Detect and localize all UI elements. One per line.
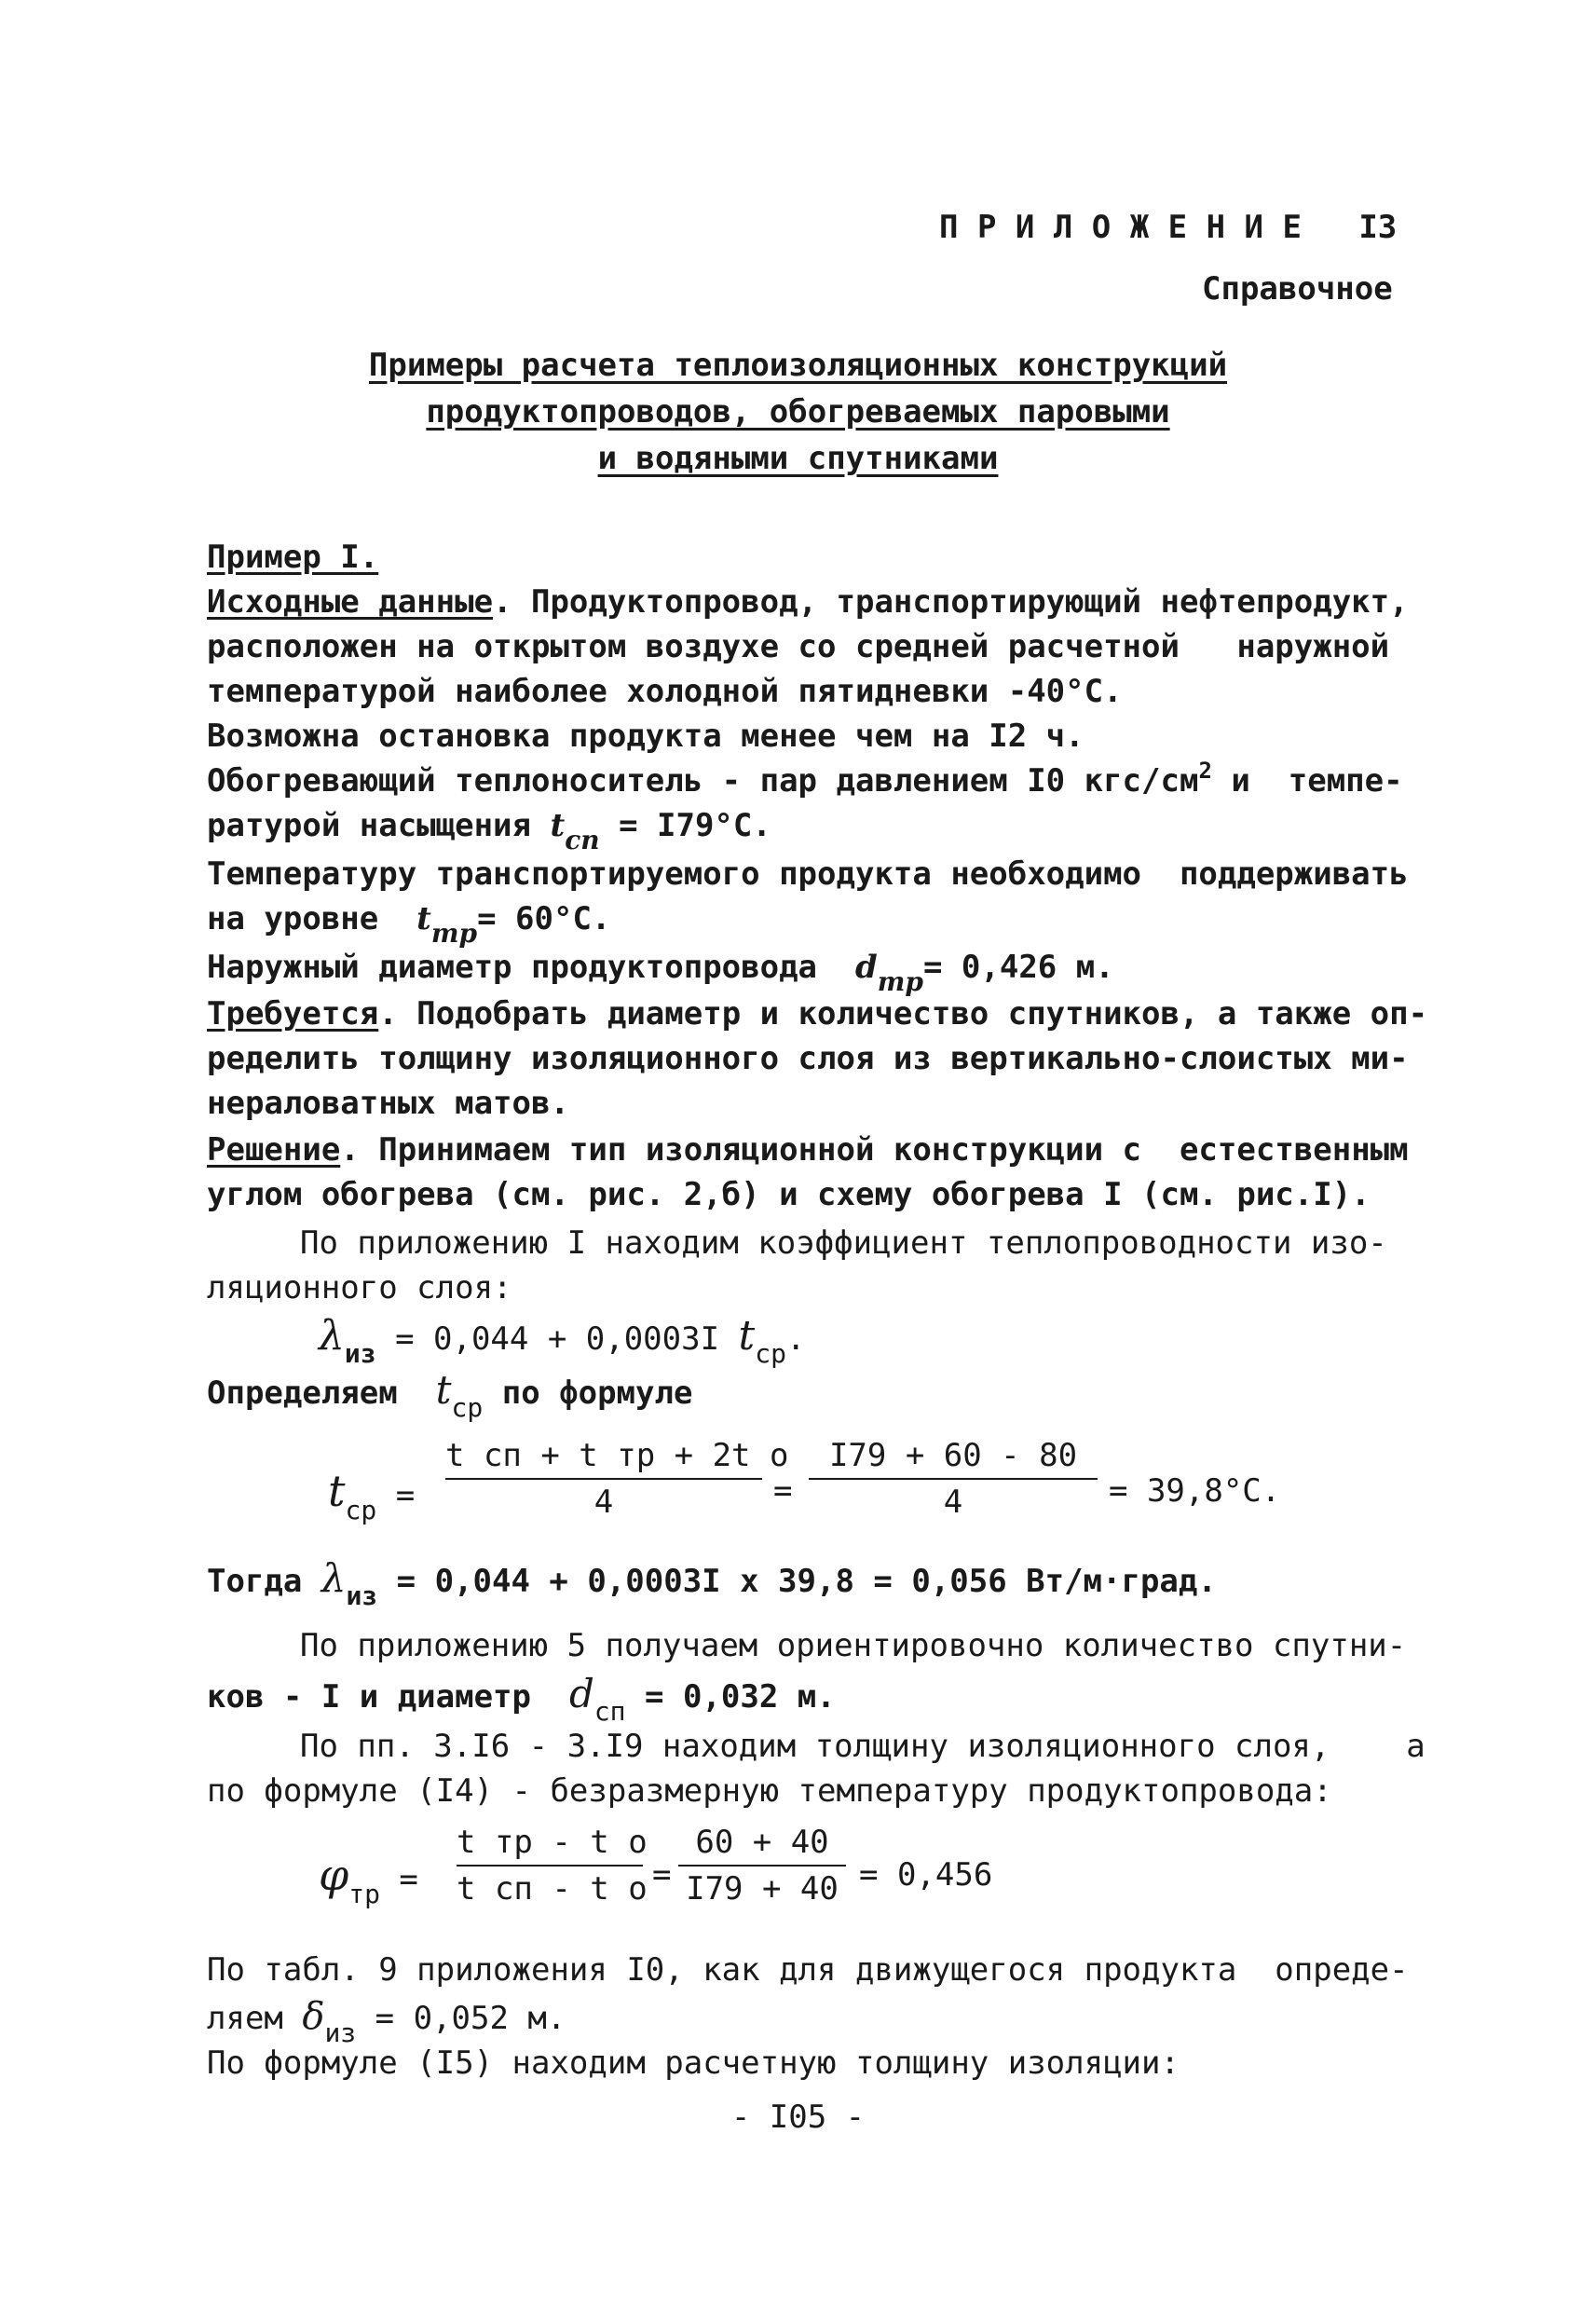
body-line-14: углом обогрева (см. рис. 2,б) и схему обогрева I (см. рис.I). — [207, 1176, 1371, 1213]
title-line-1: Примеры расчета теплоизоляционных конструкций — [368, 347, 1228, 384]
lambda-sub-2: из — [346, 1580, 378, 1611]
body-line-20 — [207, 1555, 1217, 1611]
body-line-5-end: и темпе- — [1211, 762, 1403, 800]
solution-label: Решение — [207, 1131, 341, 1169]
var-t-sr-2: t — [435, 1367, 452, 1413]
eq3-numerator-2: 60 + 40 — [695, 1824, 829, 1861]
eq3-lhs: $\varphi_{тр}$ = — [319, 1850, 418, 1909]
delta-sub: из — [324, 2017, 357, 2048]
eq3-fraction-bar-2 — [678, 1865, 846, 1867]
lambda-symbol-2: λ — [321, 1555, 347, 1601]
body-line-27-end: = 0,052 м. — [356, 2000, 566, 2037]
body-line-22-end: = 0,032 м. — [625, 1678, 836, 1716]
eq3-denominator: t сп - t о — [457, 1870, 648, 1908]
body-line-5-text: Обогревающий теплоноситель - пар давлением I0 кгс/см — [207, 762, 1199, 800]
phi-symbol: φ — [319, 1850, 349, 1900]
body-line-6 — [207, 805, 771, 855]
body-line-6-end: = I79°C. — [599, 807, 771, 844]
var-t-sp: t — [550, 807, 566, 844]
given-text: . Продуктопровод, транспортирующий нефтепродукт, — [493, 583, 1409, 621]
body-line-8 — [207, 898, 611, 949]
var-d-tr: d — [854, 949, 878, 986]
body-line-23: По пп. 3.I6 - 3.I9 находим толщину изоляционного слоя, а — [300, 1728, 1425, 1765]
body-line-11: ределить толщину изоляционного слоя из вертикально-слоистых ми- — [207, 1040, 1409, 1077]
body-line-18-text: Определяем — [207, 1374, 436, 1412]
body-line-24: по формуле (I4) - безразмерную температуру продуктопровода: — [207, 1772, 1332, 1810]
solution-line — [207, 1129, 1409, 1170]
eq2-denominator-2: 4 — [943, 1484, 963, 1521]
body-line-8-text: на уровне — [207, 900, 417, 937]
eq2-fraction-1 — [445, 1435, 789, 1523]
body-line-9-text: Наружный диаметр продуктопровода — [207, 949, 855, 986]
eq3-result: = 0,456 — [859, 1856, 993, 1894]
var-d-tr-sub: тр — [877, 966, 923, 997]
eq2-lhs-var: t — [328, 1466, 346, 1516]
solution-text: . Принимаем тип изоляционной конструкции с естественным — [340, 1131, 1409, 1169]
equation-lambda-body: = 0,044 + 0,0003I — [375, 1320, 739, 1358]
appendix-label: П Р И Л О Ж Е Н И Е I3 — [939, 209, 1398, 246]
eq3-fraction-bar — [457, 1865, 643, 1867]
body-line-4: Возможна остановка продукта менее чем на I2 ч. — [207, 718, 1084, 755]
body-line-8-end: = 60°C. — [477, 900, 611, 937]
body-line-6-text: ратурой насыщения — [207, 807, 551, 844]
eq2-lhs: $t_{ср}$ = — [328, 1466, 416, 1525]
body-line-18-end: по формуле — [483, 1374, 693, 1412]
var-t-tr: t — [416, 900, 431, 937]
body-line-9-end: = 0,426 м. — [922, 949, 1114, 986]
body-line-2: расположен на открытом воздухе со средней расчетной наружной — [207, 628, 1390, 665]
eq3-fraction-2 — [678, 1822, 846, 1909]
eq2-result: = 39,8°C. — [1109, 1472, 1281, 1510]
required-label: Требуется — [207, 995, 379, 1032]
phi-sub: тр — [348, 1879, 380, 1909]
body-line-20-text: Тогда — [207, 1563, 321, 1600]
eq2-numerator-2: I79 + 60 - 80 — [828, 1437, 1078, 1474]
required-text: . Подобрать диаметр и количество спутников, а также оп- — [378, 995, 1428, 1032]
eq3-fraction-1 — [457, 1822, 648, 1909]
eq2-lhs-sub: ср — [345, 1495, 377, 1525]
title-line-3: и водяными спутниками — [597, 440, 999, 477]
body-line-22 — [207, 1671, 836, 1727]
var-t-sp-sub: сп — [565, 825, 600, 855]
body-line-15: По приложению I находим коэффициент теплопроводности изо- — [300, 1224, 1387, 1262]
body-line-27-text: ляем — [207, 2000, 303, 2037]
var-t-sr: t — [738, 1312, 756, 1360]
var-t-tr-sub: тр — [430, 918, 478, 949]
eq2-equals: = — [773, 1472, 793, 1510]
eq2-fraction-2 — [809, 1435, 1098, 1523]
var-d-sp-sub: сп — [593, 1696, 626, 1727]
body-line-5-sup: 2 — [1198, 758, 1212, 784]
body-line-5 — [207, 760, 1403, 804]
eq2-denominator: 4 — [593, 1484, 614, 1521]
body-line-26: По табл. 9 приложения I0, как для движущегося продукта опреде- — [207, 1951, 1409, 1989]
body-line-20-end: = 0,044 + 0,0003I x 39,8 = 0,056 Вт/м·град. — [377, 1563, 1217, 1600]
reference-label: Справочное — [1202, 270, 1393, 308]
eq3-equals: = — [652, 1856, 672, 1894]
given-line — [207, 581, 1409, 622]
delta-symbol: δ — [302, 1995, 325, 2038]
title-line-2: продуктопроводов, обогреваемых паровыми — [426, 393, 1170, 431]
required-line — [207, 993, 1427, 1034]
var-t-sr-sub: ср — [755, 1338, 786, 1369]
lambda-sub: из — [344, 1338, 376, 1369]
body-line-7: Температуру транспортируемого продукта необходимо поддерживать — [207, 855, 1409, 893]
equation-lambda-end: . — [785, 1320, 806, 1358]
body-line-27 — [207, 1995, 566, 2048]
body-line-12: нераловатных матов. — [207, 1085, 569, 1122]
var-d-sp: d — [568, 1671, 594, 1716]
body-line-21: По приложению 5 получаем ориентировочно количество спутни- — [300, 1627, 1407, 1664]
body-line-16: ляционного слоя: — [207, 1269, 512, 1306]
eq2-numerator: t сп + t тр + 2t о — [445, 1437, 789, 1474]
body-line-22-text: ков - I и диаметр — [207, 1678, 569, 1716]
page-number: - I05 - — [730, 2099, 866, 2136]
eq3-numerator: t тр - t о — [457, 1824, 648, 1861]
given-label: Исходные данные — [207, 583, 494, 621]
example-heading: Пример I. — [207, 539, 379, 576]
body-line-9 — [207, 947, 1114, 997]
lambda-symbol: λ — [319, 1312, 345, 1360]
eq2-fraction-bar-2 — [809, 1478, 1098, 1480]
equation-lambda — [319, 1312, 806, 1369]
eq3-denominator-2: I79 + 40 — [686, 1870, 839, 1908]
eq2-fraction-bar — [445, 1478, 762, 1480]
var-t-sr-2-sub: ср — [451, 1392, 484, 1423]
body-line-3: температурой наиболее холодной пятидневки -40°C. — [207, 673, 1123, 710]
body-line-18 — [207, 1367, 693, 1423]
body-line-28: По формуле (I5) находим расчетную толщину изоляции: — [207, 2044, 1180, 2082]
